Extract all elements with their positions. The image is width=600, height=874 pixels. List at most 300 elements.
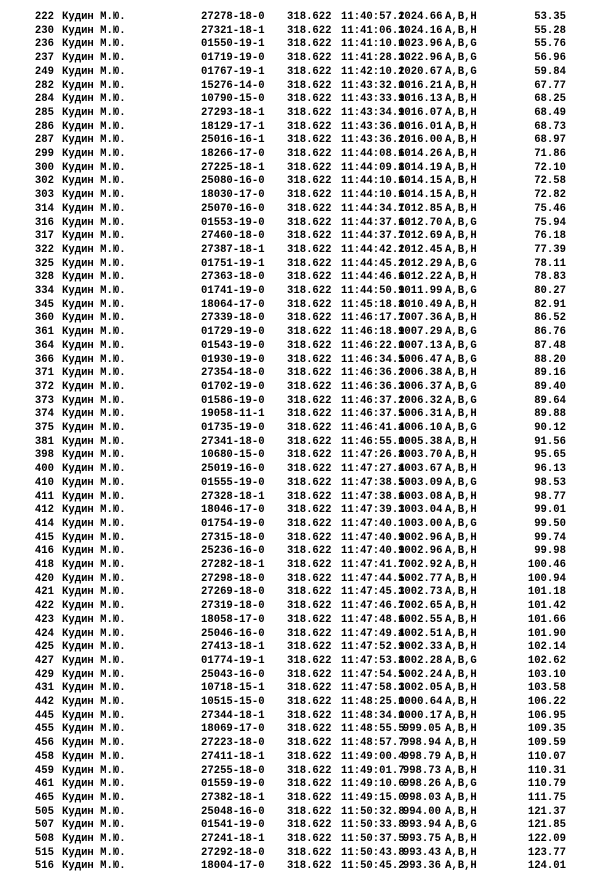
category-codes: A,B,H (445, 189, 477, 202)
speed-value: 1003.70 (398, 449, 443, 462)
coefficient-value: 56.96 (534, 52, 566, 65)
distance-km: 318.622 (287, 11, 332, 23)
coefficient-value: 124.01 (527, 860, 566, 873)
category-codes: A,B,H (445, 161, 477, 174)
category-codes: A,B,H (445, 202, 477, 215)
distance-km: 318.622 (287, 723, 332, 736)
category-codes: A,B,H (445, 449, 477, 462)
table-row (0, 312, 600, 326)
ring-number: 25019-16-0 (201, 463, 265, 476)
place-number: 423 (34, 613, 54, 626)
distance-km: 318.622 (287, 463, 332, 476)
distance-km: 318.622 (287, 120, 332, 133)
distance-km: 318.622 (287, 326, 332, 339)
table-row (0, 11, 600, 25)
arrival-time: 11:41:06.3 (341, 24, 405, 37)
ring-number: 18069-17-0 (201, 723, 265, 736)
category-codes: A,B,G (445, 476, 477, 489)
distance-km: 318.622 (287, 668, 332, 681)
owner-name: Кудин М.Ю. (62, 572, 126, 585)
arrival-time: 11:44:50.9 (341, 285, 405, 297)
place-number: 412 (34, 504, 54, 517)
coefficient-value: 110.31 (527, 764, 566, 777)
arrival-time: 11:46:36.3 (341, 380, 405, 393)
category-codes: A,B,H (445, 408, 477, 421)
owner-name: Кудин М.Ю. (62, 860, 126, 873)
table-row (0, 244, 600, 258)
table-row (0, 491, 600, 505)
category-codes: A,B,H (445, 791, 477, 804)
ring-number: 01550-19-1 (201, 38, 265, 51)
category-codes: A,B,H (445, 613, 477, 626)
category-codes: A,B,H (445, 764, 477, 777)
place-number: 414 (34, 517, 54, 530)
place-number: 237 (34, 52, 54, 65)
ring-number: 10680-15-0 (201, 449, 265, 462)
owner-name: Кудин М.Ю. (62, 257, 126, 270)
owner-name: Кудин М.Ю. (62, 38, 126, 51)
speed-value: 1002.92 (398, 559, 443, 571)
arrival-time: 11:44:46.6 (341, 271, 405, 284)
arrival-time: 11:47:27.4 (341, 463, 405, 476)
speed-value: 1002.05 (398, 682, 443, 695)
table-row (0, 449, 600, 463)
coefficient-value: 101.42 (527, 600, 566, 613)
coefficient-value: 68.73 (534, 120, 566, 133)
speed-value: 998.79 (402, 750, 441, 763)
distance-km: 318.622 (287, 271, 332, 284)
owner-name: Кудин М.Ю. (62, 654, 126, 667)
coefficient-value: 75.46 (534, 202, 566, 215)
table-row (0, 847, 600, 861)
owner-name: Кудин М.Ю. (62, 285, 126, 297)
owner-name: Кудин М.Ю. (62, 545, 126, 558)
speed-value: 1006.38 (398, 367, 443, 380)
ring-number: 10718-15-1 (201, 682, 265, 695)
place-number: 236 (34, 38, 54, 51)
category-codes: A,B,H (445, 709, 477, 722)
coefficient-value: 68.49 (534, 106, 566, 119)
speed-value: 1012.70 (398, 216, 443, 229)
coefficient-value: 78.83 (534, 271, 566, 284)
distance-km: 318.622 (287, 559, 332, 571)
place-number: 455 (34, 723, 54, 736)
place-number: 516 (34, 860, 54, 873)
arrival-time: 11:46:41.4 (341, 422, 405, 434)
ring-number: 18004-17-0 (201, 860, 265, 873)
table-row (0, 765, 600, 779)
arrival-time: 11:50:45.2 (341, 860, 405, 873)
ring-number: 18046-17-0 (201, 504, 265, 517)
distance-km: 318.622 (287, 394, 332, 407)
place-number: 425 (34, 641, 54, 654)
ring-number: 27319-18-0 (201, 600, 265, 613)
category-codes: A,B,H (445, 463, 477, 476)
speed-value: 994.00 (402, 805, 441, 818)
arrival-time: 11:47:58.3 (341, 682, 405, 695)
distance-km: 318.622 (287, 490, 332, 503)
owner-name: Кудин М.Ю. (62, 586, 126, 599)
place-number: 286 (34, 120, 54, 133)
table-row (0, 230, 600, 244)
owner-name: Кудин М.Ю. (62, 175, 126, 188)
table-row (0, 710, 600, 724)
coefficient-value: 106.22 (527, 696, 566, 708)
arrival-time: 11:47:44.5 (341, 572, 405, 585)
owner-name: Кудин М.Ю. (62, 531, 126, 544)
speed-value: 998.94 (402, 737, 441, 750)
table-row (0, 723, 600, 737)
place-number: 507 (34, 819, 54, 832)
distance-km: 318.622 (287, 791, 332, 804)
distance-km: 318.622 (287, 449, 332, 462)
category-codes: A,B,G (445, 394, 477, 407)
table-row (0, 586, 600, 600)
table-row (0, 354, 600, 368)
owner-name: Кудин М.Ю. (62, 791, 126, 804)
ring-number: 01751-19-1 (201, 257, 265, 270)
coefficient-value: 109.59 (527, 737, 566, 750)
category-codes: A,B,G (445, 353, 477, 366)
coefficient-value: 121.85 (527, 819, 566, 832)
table-row (0, 52, 600, 66)
ring-number: 15276-14-0 (201, 79, 265, 92)
owner-name: Кудин М.Ю. (62, 52, 126, 65)
ring-number: 27354-18-0 (201, 367, 265, 380)
place-number: 381 (34, 435, 54, 448)
distance-km: 318.622 (287, 435, 332, 448)
arrival-time: 11:46:17.7 (341, 312, 405, 325)
category-codes: A,B,H (445, 120, 477, 133)
distance-km: 318.622 (287, 641, 332, 654)
arrival-time: 11:46:36.2 (341, 367, 405, 380)
arrival-time: 11:46:37.2 (341, 394, 405, 407)
arrival-time: 11:46:34.5 (341, 353, 405, 366)
category-codes: A,B,H (445, 627, 477, 640)
distance-km: 318.622 (287, 737, 332, 750)
category-codes: A,B,H (445, 682, 477, 695)
place-number: 424 (34, 627, 54, 640)
arrival-time: 11:45:18.8 (341, 298, 405, 311)
arrival-time: 11:48:57.7 (341, 737, 405, 750)
arrival-time: 11:46:55.0 (341, 435, 405, 448)
arrival-time: 11:47:52.9 (341, 641, 405, 654)
speed-value: 1002.28 (398, 654, 443, 667)
coefficient-value: 53.35 (534, 11, 566, 23)
coefficient-value: 91.56 (534, 435, 566, 448)
speed-value: 1002.96 (398, 545, 443, 558)
distance-km: 318.622 (287, 833, 332, 845)
category-codes: A,B,G (445, 517, 477, 530)
distance-km: 318.622 (287, 504, 332, 517)
coefficient-value: 123.77 (527, 846, 566, 859)
ring-number: 01553-19-0 (201, 216, 265, 229)
owner-name: Кудин М.Ю. (62, 353, 126, 366)
coefficient-value: 55.28 (534, 24, 566, 37)
owner-name: Кудин М.Ю. (62, 476, 126, 489)
ring-number: 27339-18-0 (201, 312, 265, 325)
distance-km: 318.622 (287, 846, 332, 859)
owner-name: Кудин М.Ю. (62, 819, 126, 832)
place-number: 285 (34, 106, 54, 119)
ring-number: 27328-18-1 (201, 490, 265, 503)
place-number: 345 (34, 298, 54, 311)
place-number: 416 (34, 545, 54, 558)
speed-value: 1007.13 (398, 339, 443, 352)
category-codes: A,B,H (445, 490, 477, 503)
coefficient-value: 99.98 (534, 545, 566, 558)
speed-value: 1006.37 (398, 380, 443, 393)
ring-number: 27413-18-1 (201, 641, 265, 654)
speed-value: 1000.64 (398, 696, 443, 708)
ring-number: 25046-16-0 (201, 627, 265, 640)
coefficient-value: 101.66 (527, 613, 566, 626)
speed-value: 1014.26 (398, 148, 443, 160)
distance-km: 318.622 (287, 79, 332, 92)
table-row (0, 559, 600, 573)
place-number: 415 (34, 531, 54, 544)
table-row (0, 148, 600, 162)
ring-number: 01767-19-1 (201, 65, 265, 78)
category-codes: A,B,G (445, 654, 477, 667)
category-codes: A,B,H (445, 545, 477, 558)
distance-km: 318.622 (287, 353, 332, 366)
place-number: 465 (34, 791, 54, 804)
arrival-time: 11:41:28.3 (341, 52, 405, 65)
arrival-time: 11:44:10.6 (341, 175, 405, 188)
category-codes: A,B,G (445, 38, 477, 51)
owner-name: Кудин М.Ю. (62, 216, 126, 229)
coefficient-value: 100.94 (527, 572, 566, 585)
place-number: 418 (34, 559, 54, 571)
table-row (0, 217, 600, 231)
speed-value: 1014.15 (398, 189, 443, 202)
arrival-time: 11:44:37.7 (341, 230, 405, 243)
coefficient-value: 88.20 (534, 353, 566, 366)
category-codes: A,B,H (445, 531, 477, 544)
arrival-time: 11:47:46.7 (341, 600, 405, 613)
distance-km: 318.622 (287, 380, 332, 393)
place-number: 373 (34, 394, 54, 407)
table-row (0, 381, 600, 395)
distance-km: 318.622 (287, 257, 332, 270)
speed-value: 1020.67 (398, 65, 443, 78)
speed-value: 993.36 (402, 860, 441, 873)
category-codes: A,B,H (445, 833, 477, 845)
owner-name: Кудин М.Ю. (62, 613, 126, 626)
coefficient-value: 101.18 (527, 586, 566, 599)
place-number: 420 (34, 572, 54, 585)
place-number: 222 (34, 11, 54, 23)
table-row (0, 518, 600, 532)
owner-name: Кудин М.Ю. (62, 93, 126, 106)
arrival-time: 11:49:10.6 (341, 778, 405, 791)
owner-name: Кудин М.Ю. (62, 79, 126, 92)
category-codes: A,B,H (445, 723, 477, 736)
place-number: 317 (34, 230, 54, 243)
owner-name: Кудин М.Ю. (62, 600, 126, 613)
coefficient-value: 110.07 (527, 750, 566, 763)
coefficient-value: 102.14 (527, 641, 566, 654)
coefficient-value: 67.77 (534, 79, 566, 92)
ring-number: 27282-18-1 (201, 559, 265, 571)
owner-name: Кудин М.Ю. (62, 709, 126, 722)
owner-name: Кудин М.Ю. (62, 367, 126, 380)
coefficient-value: 71.86 (534, 148, 566, 160)
category-codes: A,B,H (445, 504, 477, 517)
speed-value: 1016.01 (398, 120, 443, 133)
coefficient-value: 55.76 (534, 38, 566, 51)
place-number: 316 (34, 216, 54, 229)
distance-km: 318.622 (287, 709, 332, 722)
ring-number: 25080-16-0 (201, 175, 265, 188)
speed-value: 1023.96 (398, 38, 443, 51)
distance-km: 318.622 (287, 216, 332, 229)
coefficient-value: 100.46 (527, 559, 566, 571)
distance-km: 318.622 (287, 531, 332, 544)
place-number: 421 (34, 586, 54, 599)
category-codes: A,B,H (445, 11, 477, 23)
coefficient-value: 75.94 (534, 216, 566, 229)
arrival-time: 11:47:38.6 (341, 490, 405, 503)
coefficient-value: 89.88 (534, 408, 566, 421)
owner-name: Кудин М.Ю. (62, 641, 126, 654)
speed-value: 999.05 (402, 723, 441, 736)
place-number: 410 (34, 476, 54, 489)
ring-number: 27225-18-1 (201, 161, 265, 174)
owner-name: Кудин М.Ю. (62, 422, 126, 434)
table-row (0, 121, 600, 135)
owner-name: Кудин М.Ю. (62, 11, 126, 23)
owner-name: Кудин М.Ю. (62, 202, 126, 215)
distance-km: 318.622 (287, 202, 332, 215)
coefficient-value: 82.91 (534, 298, 566, 311)
owner-name: Кудин М.Ю. (62, 243, 126, 256)
speed-value: 1000.17 (398, 709, 443, 722)
place-number: 282 (34, 79, 54, 92)
arrival-time: 11:44:08.6 (341, 148, 405, 160)
ring-number: 25048-16-0 (201, 805, 265, 818)
ring-number: 27241-18-1 (201, 833, 265, 845)
arrival-time: 11:47:40.1 (341, 517, 405, 530)
arrival-time: 11:43:33.9 (341, 93, 405, 106)
arrival-time: 11:40:57.2 (341, 11, 405, 23)
arrival-time: 11:49:15.0 (341, 791, 405, 804)
coefficient-value: 99.01 (534, 504, 566, 517)
speed-value: 1006.10 (398, 422, 443, 434)
place-number: 302 (34, 175, 54, 188)
owner-name: Кудин М.Ю. (62, 449, 126, 462)
arrival-time: 11:49:01.7 (341, 764, 405, 777)
table-row (0, 655, 600, 669)
owner-name: Кудин М.Ю. (62, 833, 126, 845)
speed-value: 1016.00 (398, 134, 443, 147)
category-codes: A,B,H (445, 572, 477, 585)
distance-km: 318.622 (287, 93, 332, 106)
distance-km: 318.622 (287, 627, 332, 640)
table-row (0, 162, 600, 176)
speed-value: 1012.45 (398, 243, 443, 256)
coefficient-value: 90.12 (534, 422, 566, 434)
coefficient-value: 78.11 (534, 257, 566, 270)
ring-number: 27321-18-1 (201, 24, 265, 37)
distance-km: 318.622 (287, 161, 332, 174)
owner-name: Кудин М.Ю. (62, 778, 126, 791)
category-codes: A,B,H (445, 559, 477, 571)
ring-number: 27298-18-0 (201, 572, 265, 585)
ring-number: 18064-17-0 (201, 298, 265, 311)
owner-name: Кудин М.Ю. (62, 737, 126, 750)
place-number: 442 (34, 696, 54, 708)
arrival-time: 11:47:26.8 (341, 449, 405, 462)
ring-number: 01555-19-0 (201, 476, 265, 489)
place-number: 334 (34, 285, 54, 297)
owner-name: Кудин М.Ю. (62, 805, 126, 818)
owner-name: Кудин М.Ю. (62, 559, 126, 571)
category-codes: A,B,H (445, 93, 477, 106)
arrival-time: 11:47:54.5 (341, 668, 405, 681)
place-number: 445 (34, 709, 54, 722)
owner-name: Кудин М.Ю. (62, 339, 126, 352)
place-number: 429 (34, 668, 54, 681)
table-row (0, 532, 600, 546)
place-number: 461 (34, 778, 54, 791)
table-row (0, 463, 600, 477)
category-codes: A,B,G (445, 819, 477, 832)
table-row (0, 545, 600, 559)
coefficient-value: 98.53 (534, 476, 566, 489)
ring-number: 27269-18-0 (201, 586, 265, 599)
distance-km: 318.622 (287, 408, 332, 421)
table-row (0, 600, 600, 614)
coefficient-value: 86.52 (534, 312, 566, 325)
ring-number: 01774-19-1 (201, 654, 265, 667)
distance-km: 318.622 (287, 860, 332, 873)
owner-name: Кудин М.Ю. (62, 65, 126, 78)
distance-km: 318.622 (287, 778, 332, 791)
table-row (0, 408, 600, 422)
place-number: 287 (34, 134, 54, 147)
speed-value: 1005.38 (398, 435, 443, 448)
coefficient-value: 72.58 (534, 175, 566, 188)
speed-value: 1006.31 (398, 408, 443, 421)
arrival-time: 11:47:39.3 (341, 504, 405, 517)
table-row (0, 285, 600, 299)
distance-km: 318.622 (287, 148, 332, 160)
speed-value: 1002.51 (398, 627, 443, 640)
arrival-time: 11:43:36.0 (341, 120, 405, 133)
table-row (0, 25, 600, 39)
category-codes: A,B,H (445, 298, 477, 311)
place-number: 249 (34, 65, 54, 78)
category-codes: A,B,H (445, 175, 477, 188)
place-number: 325 (34, 257, 54, 270)
table-row (0, 628, 600, 642)
distance-km: 318.622 (287, 106, 332, 119)
place-number: 508 (34, 833, 54, 845)
coefficient-value: 77.39 (534, 243, 566, 256)
owner-name: Кудин М.Ю. (62, 463, 126, 476)
category-codes: A,B,H (445, 696, 477, 708)
coefficient-value: 80.27 (534, 285, 566, 297)
ring-number: 27363-18-0 (201, 271, 265, 284)
arrival-time: 11:49:00.4 (341, 750, 405, 763)
speed-value: 1011.99 (398, 285, 443, 297)
table-row (0, 806, 600, 820)
coefficient-value: 98.77 (534, 490, 566, 503)
place-number: 300 (34, 161, 54, 174)
arrival-time: 11:47:45.3 (341, 586, 405, 599)
